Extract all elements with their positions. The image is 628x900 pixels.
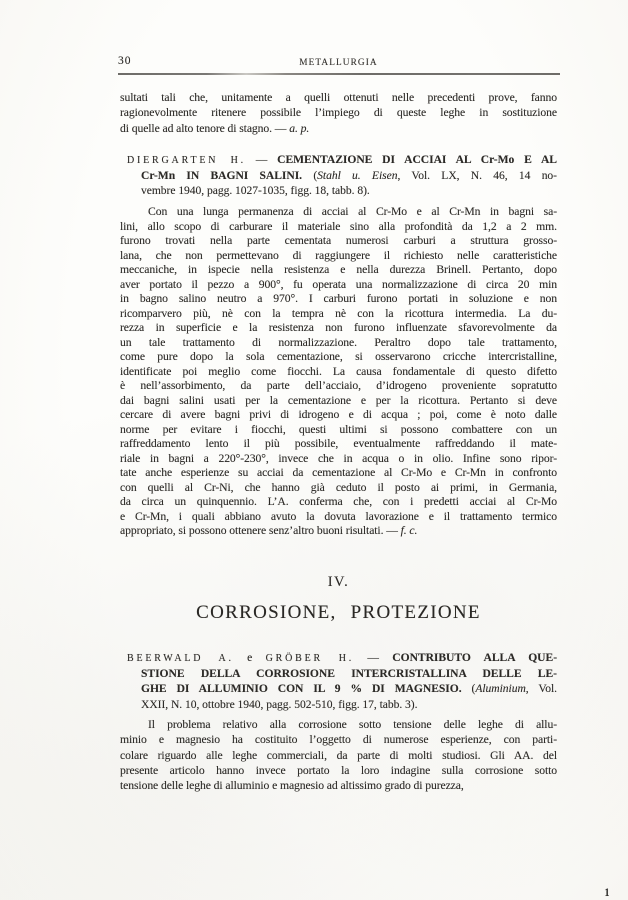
- text-line: un tale trattamento di normalizzazione. Peraltro dopo tale trattamento,: [120, 335, 557, 349]
- diergarten-abstract-paragraph: [120, 205, 557, 539]
- text-line: Il problema relativo alla corrosione sotto tensione delle leghe di allu-: [148, 718, 557, 731]
- beerwald-abstract-paragraph: [120, 717, 557, 793]
- text-line: lana, che non permettevano di raggiungere il richiesto nelle caratteristiche: [120, 248, 557, 262]
- text-line: di quelle ad alto tenore di stagno. — a. p.: [120, 121, 310, 135]
- text-line: cercare di avere bagni privi di idrogeno e di acqua ; poi, come è noto dalle: [120, 408, 557, 421]
- text-line: norme per evitare i fiocchi, questi ultimi si possono combattere con un: [120, 422, 557, 436]
- text-line: raffreddamento lento il più possibile, eventualmente raffreddando il mate-: [120, 437, 557, 450]
- text-line: con quelli al Cr-Ni, che hanno già ceduto il posto ai primi, in Germania,: [120, 480, 557, 494]
- text-line: riale in bagni a 220°-230°, invece che in acqua o in olio. Infine sono ripor-: [120, 451, 557, 465]
- intro-continuation-paragraph: [120, 90, 557, 136]
- text-line: tate anche esperienze su acciai da cementazione al Cr-Mo e Cr-Mn in confronto: [120, 466, 557, 479]
- text-line: appropriato, si possono ottenere senz’altro buoni risultati. — f. c.: [120, 524, 418, 537]
- text-line: da circa un quinquennio. L’A. conferma che, con i predetti acciai al Cr-Mo: [120, 495, 557, 508]
- text-line: ricomparvero più, nè con la tempra nè con la ricottura intermedia. La du-: [120, 306, 557, 320]
- text-line: presente articolo hanno invece portato la loro indagine sulla corrosione sotto: [120, 763, 557, 777]
- running-head-journal-title: METALLURGIA: [299, 58, 378, 68]
- text-line: dai bagni salini usati per la cementazione e per la ricottura. Pertanto si deve: [120, 393, 557, 407]
- section-number-heading: IV.: [327, 574, 350, 590]
- text-line: tensione delle leghe di alluminio e magnesio ad altissimo grado di purezza,: [120, 779, 464, 793]
- text-line: furono trovati nella parte cementata numerosi carburi a struttura grosso-: [120, 234, 557, 247]
- text-line: rezza in superficie e la resistenza non furono influenzate sfavorevolmente da: [120, 321, 557, 334]
- text-line: Cr-Mn IN BAGNI SALINI. (Stahl u. Eisen, Vol. LX, N. 46, 14 no-: [141, 168, 557, 182]
- text-line: DIERGARTEN H. — CEMENTAZIONE DI ACCIAI AL Cr-Mo E AL: [127, 153, 557, 166]
- page-number: 30: [118, 55, 132, 67]
- text-line: come pure dopo la sola cementazione, si osservarono cricche intercristalline,: [120, 350, 557, 363]
- text-line: vembre 1940, pagg. 1027-1035, figg. 18, tabb. 8).: [141, 184, 370, 198]
- text-line: XXII, N. 10, ottobre 1940, pagg. 502-510, figg. 17, tabb. 3).: [141, 697, 418, 711]
- bibliography-entry-beerwald: [120, 650, 557, 712]
- text-line: meccaniche, in ispecie nella resistenza e nella durezza Brinell. Pertanto, dopo: [120, 263, 557, 276]
- bibliography-entry-diergarten: [120, 152, 557, 199]
- text-line: Con una lunga permanenza di acciai al Cr-Mo e al Cr-Mn in bagni sa-: [148, 205, 557, 218]
- text-line: aver portato il pezzo a 900°, fu operata una normalizzazione di circa 20 min: [120, 277, 557, 291]
- text-line: è nell’assorbimento, da parte dell’acciaio, d’idrogeno proveniente sopratutto: [120, 379, 557, 392]
- corner-mark: 1: [604, 885, 610, 899]
- section-title-heading: CORROSIONE, PROTEZIONE: [196, 602, 481, 623]
- text-line: minio e magnesio ha costituito l’oggetto di numerose esperienze, con parti-: [120, 733, 557, 747]
- header-rule: [118, 73, 560, 75]
- text-line: lini, allo scopo di carburare il materiale sino alla profondità da 1,2 a 2 mm.: [120, 219, 557, 233]
- text-line: e Cr-Mn, i quali abbiano avuto la dovuta lavorazione e il trattamento termico: [120, 509, 557, 523]
- text-line: STIONE DELLA CORROSIONE INTERCRISTALLINA DELLE LE-: [141, 666, 557, 680]
- text-line: GHE DI ALLUMINIO CON IL 9 % DI MAGNESIO. (Aluminium, Vol.: [141, 682, 557, 696]
- text-line: identificate poi meglio come fiocchi. La causa fondamentale di questo difetto: [120, 364, 557, 378]
- text-line: in bagno salino neutro a 970°. I carburi furono portati in soluzione e non: [120, 292, 557, 305]
- text-line: colare riguardo alle leghe commerciali, da parte di molti studiosi. Gli AA. del: [120, 748, 557, 762]
- text-line: sultati tali che, unitamente a quelli ottenuti nelle precedenti prove, fanno: [120, 91, 557, 104]
- text-line: ragionevolmente ritenere possibile l’impiego di queste leghe in sostituzione: [120, 106, 557, 120]
- text-line: BEERWALD A. e GRÖBER H. — CONTRIBUTO ALLA QUE-: [127, 651, 557, 664]
